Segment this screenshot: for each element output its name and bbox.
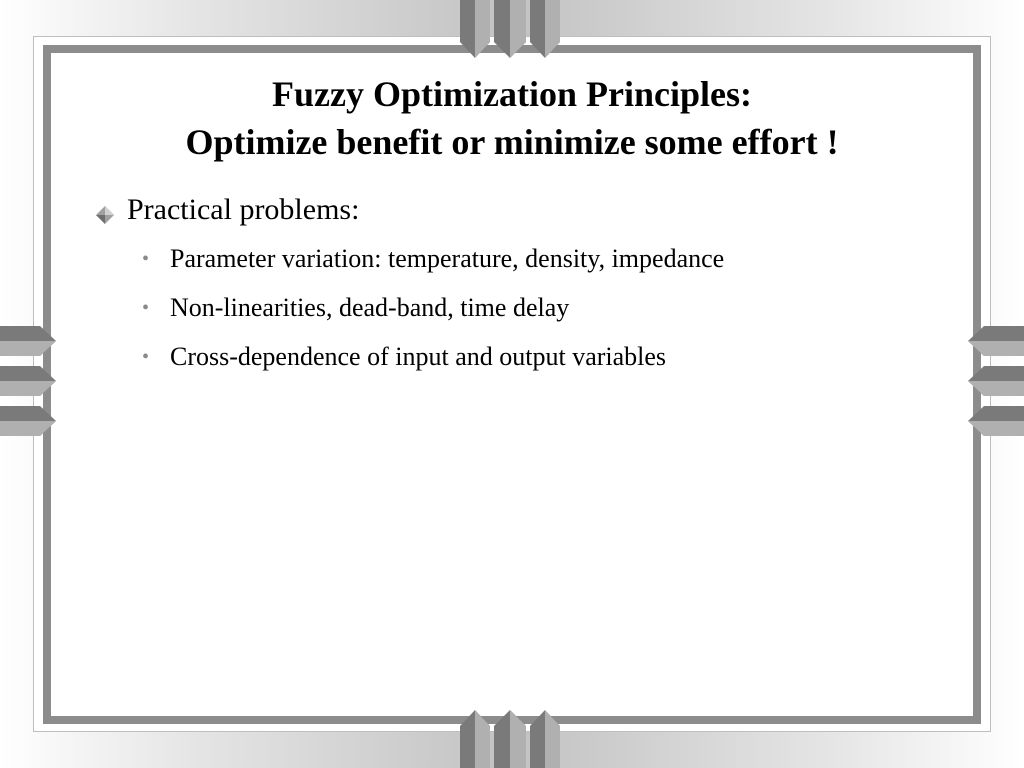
slide-title-line2: Optimize benefit or minimize some effort !: [185, 122, 839, 162]
sub-bullet-item: [142, 242, 724, 276]
diamond-bullet-icon: [93, 198, 117, 222]
top-tab-decoration: [460, 0, 564, 58]
sub-bullet-item: [142, 291, 569, 325]
slide-title: [60, 70, 964, 166]
sub-bullet-item: [142, 340, 666, 374]
dot-bullet-icon: •: [142, 297, 150, 319]
sub-bullet-text: Non-linearities, dead-band, time delay: [170, 293, 570, 322]
bullet-text: Practical problems:: [127, 193, 360, 226]
sub-bullet-text: Cross-dependence of input and output variables: [170, 342, 667, 371]
dot-bullet-icon: •: [142, 346, 150, 368]
sub-bullet-text: Parameter variation: temperature, density, impedance: [170, 244, 725, 273]
dot-bullet-icon: •: [142, 248, 150, 270]
left-tab-decoration: [0, 326, 56, 444]
bullet-practical-problems: [93, 190, 359, 230]
right-tab-decoration: [968, 326, 1024, 444]
slide-title-line1: Fuzzy Optimization Principles:: [272, 74, 752, 114]
bottom-tab-decoration: [460, 710, 564, 768]
